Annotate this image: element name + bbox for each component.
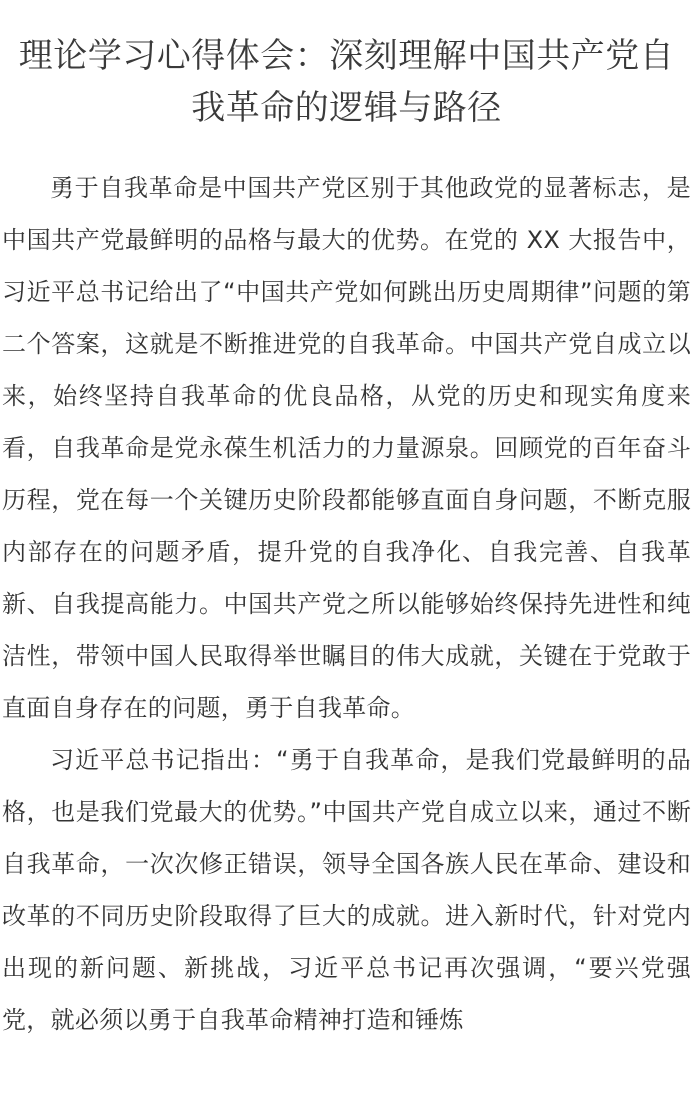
article-title: 理论学习心得体会：深刻理解中国共产党自我革命的逻辑与路径 [18, 36, 675, 128]
article-paragraph: 习近平总书记指出：“勇于自我革命，是我们党最鲜明的品格，也是我们党最大的优势。”中国共产党自成立以来，通过不断自我革命，一次次修正错误，领导全国各族人民在革命、建设和改革的不同历史阶段取得了巨大的成就。进入新时代，针对党内出现的新问题、新挑战，习近平总书记再次强调，“要兴党强党，就必须以勇于自我革命精神打造和锤炼 [2, 746, 691, 1034]
article-paragraph: 勇于自我革命是中国共产党区别于其他政党的显著标志，是中国共产党最鲜明的品格与最大的优势。在党的 XX 大报告中，习近平总书记给出了“中国共产党如何跳出历史周期律”问题的第二个答案，这就是不断推进党的自我革命。中国共产党自成立以来，始终坚持自我革命的优良品格，从党的历史和现实角度来看，自我革命是党永葆生机活力的力量源泉。回顾党的百年奋斗历程，党在每一个关键历史阶段都能够直面自身问题，不断克服内部存在的问题矛盾，提升党的自我净化、自我完善、自我革新、自我提高能力。中国共产党之所以能够始终保持先进性和纯洁性，带领中国人民取得举世瞩目的伟大成就，关键在于党敢于直面自身存在的问题，勇于自我革命。 [2, 174, 691, 722]
